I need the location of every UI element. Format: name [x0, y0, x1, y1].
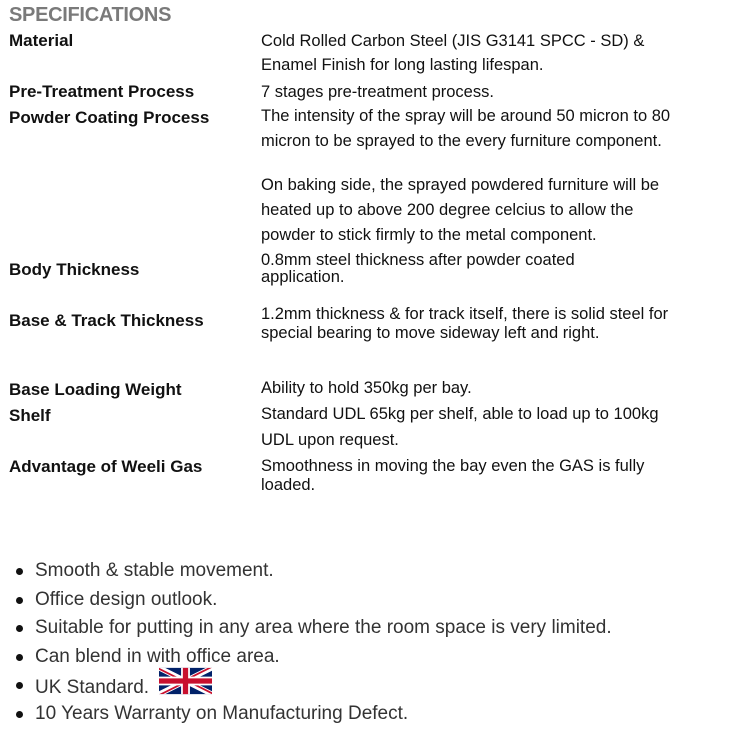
spec-label-body-thickness: Body Thickness: [9, 260, 140, 279]
feature-item: [16, 643, 612, 672]
feature-item: [16, 700, 612, 729]
spec-label-powder-coating: Powder Coating Process: [9, 108, 210, 127]
spec-value-line: Cold Rolled Carbon Steel (JIS G3141 SPCC - SD) &: [261, 32, 645, 50]
bullet-dot-icon: [16, 597, 23, 604]
spec-value-line: special bearing to move sideway left and right.: [261, 324, 600, 342]
feature-item: [16, 671, 612, 700]
bullet-dot-icon: [16, 568, 23, 575]
feature-list: [16, 557, 612, 729]
spec-value-line: micron to be sprayed to the every furniture component.: [261, 132, 662, 150]
spec-label-pretreatment: Pre-Treatment Process: [9, 82, 195, 101]
spec-value-line: Standard UDL 65kg per shelf, able to load up to 100kg: [261, 405, 659, 423]
spec-value-line: powder to stick firmly to the metal component.: [261, 226, 597, 244]
spec-label-advantage: Advantage of Weeli Gas: [9, 457, 203, 476]
spec-value-powder-coating: [261, 104, 716, 154]
spec-value-line: Ability to hold 350kg per bay.: [261, 379, 472, 397]
feature-text: UK Standard.: [35, 677, 150, 699]
spec-value-line: Enamel Finish for long lasting lifespan.: [261, 56, 544, 74]
spec-label-base-track: Base & Track Thickness: [9, 311, 204, 330]
spec-value-base-loading: [261, 377, 716, 399]
bullet-dot-icon: [16, 711, 23, 718]
spec-value-base-track: [261, 305, 716, 343]
spec-value-line: application.: [261, 268, 345, 286]
feature-text: Can blend in with office area.: [35, 645, 280, 667]
spec-label-shelf: Shelf: [9, 406, 51, 425]
spec-value-pretreatment: [261, 80, 716, 104]
spec-value-line: UDL upon request.: [261, 431, 399, 449]
spec-value-line: 1.2mm thickness & for track itself, there is solid steel for: [261, 305, 669, 323]
spec-value-line: 0.8mm steel thickness after powder coated: [261, 251, 575, 269]
spec-value-line: Smoothness in moving the bay even the GAS is fully: [261, 457, 645, 475]
spec-label-material: Material: [9, 31, 74, 50]
feature-item: [16, 557, 612, 586]
spec-value-line: 7 stages pre-treatment process.: [261, 83, 494, 101]
spec-value-shelf: [261, 401, 716, 453]
bullet-dot-icon: [16, 682, 23, 689]
spec-value-powder-coating-baking: [261, 173, 716, 248]
spec-label-base-loading: Base Loading Weight: [9, 380, 182, 399]
feature-text: 10 Years Warranty on Manufacturing Defect.: [35, 702, 409, 724]
spec-value-material: [261, 29, 716, 77]
spec-value-advantage: [261, 457, 716, 495]
specifications-heading: SPECIFICATIONS: [9, 4, 172, 26]
bullet-dot-icon: [16, 654, 23, 661]
feature-text: Suitable for putting in any area where the room space is very limited.: [35, 617, 612, 639]
feature-item: [16, 614, 612, 643]
spec-value-body-thickness: [261, 252, 716, 286]
spec-value-line: loaded.: [261, 476, 316, 494]
bullet-dot-icon: [16, 625, 23, 632]
spec-value-line: heated up to above 200 degree celcius to allow the: [261, 201, 634, 219]
feature-text: Smooth & stable movement.: [35, 560, 274, 581]
spec-value-line: On baking side, the sprayed powdered furniture will be: [261, 176, 660, 194]
spec-value-line: The intensity of the spray will be around 50 micron to 80: [261, 107, 671, 125]
feature-text: Office design outlook.: [35, 588, 218, 610]
feature-item: [16, 586, 612, 615]
